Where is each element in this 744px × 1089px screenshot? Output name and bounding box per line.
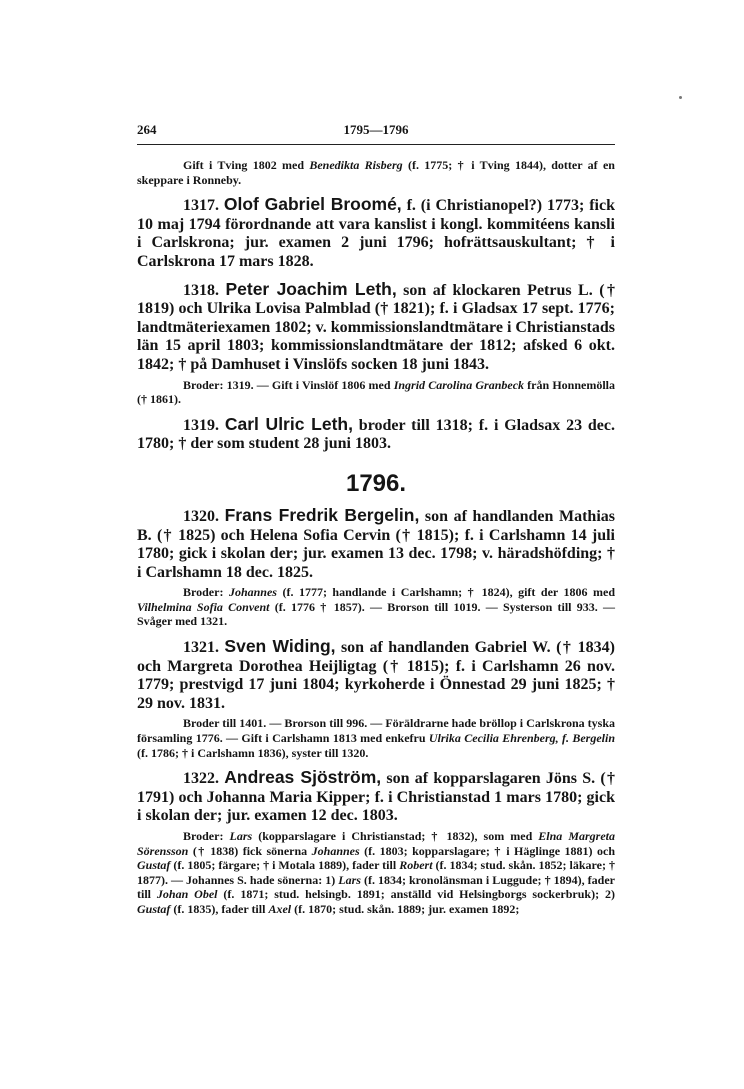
entry-text: (f. 1871; stud. helsingb. 1891; anställd vid Helsingborgs sockerbruk); 2) — [217, 887, 616, 902]
entry-text: 1322. — [183, 770, 225, 788]
entry-text: Broder: 1319. — Gift i Vinslöf 1806 med — [183, 377, 394, 392]
entry-text: 1796. — [345, 469, 407, 497]
italic-name: Robert — [399, 858, 433, 873]
biography-entry — [137, 768, 615, 826]
page-number: 264 — [137, 122, 157, 137]
biography-entry — [137, 280, 615, 375]
entry-text: (f. 1786; † i Carlshamn 1836), syster till 1320. — [137, 745, 369, 760]
entry-text: (f. 1776 † 1857). — Brorson till 1019. — Systerson till 933. — Svåger med 1321. — [137, 599, 615, 629]
page-body — [137, 158, 615, 917]
italic-name: Johannes — [228, 585, 277, 600]
person-name: Olof Gabriel Broomé, — [223, 194, 402, 215]
scan-speck — [679, 96, 682, 99]
year-heading — [137, 470, 615, 498]
family-note — [137, 716, 615, 760]
entry-text: från Honnemölla († 1861). — [137, 377, 616, 407]
entry-text: 1321. — [183, 639, 225, 657]
italic-name: Lars — [229, 829, 253, 843]
italic-name: Johan Obel — [156, 887, 218, 902]
running-header — [137, 122, 615, 140]
italic-name: Lars — [338, 872, 361, 887]
entry-text: son af handlanden Gabriel W. († 1834) och Margreta Dorothea Heijligtag († 1815); f. i Carlshamn 26 nov. 1779; prestvigd 17 juni 1804; kyrkoherde i Önnestad 29 juni 1825; † 29 nov. 1831. — [137, 639, 615, 712]
entry-text: (f. 1835), fader till — [170, 901, 269, 916]
italic-name: Johannes — [311, 843, 360, 858]
family-note — [137, 585, 615, 629]
italic-name: Elna Margreta Sörensson — [137, 829, 615, 858]
biography-entry — [137, 637, 615, 713]
entry-text: f. (i Christianopel?) 1773; fick 10 maj 1794 förordnande att vara kanslist i kongl. kommitéens kansli i Carlskrona; jur. examen 2 juni 1796; hofrättsauskultant; † i Carlskrona 17 mars 1828. — [137, 197, 615, 270]
entry-text: broder till 1318; f. i Gladsax 23 dec. 1780; † der som student 28 juni 1803. — [137, 416, 615, 453]
italic-name: Vilhelmina Sofia Convent — [137, 599, 270, 614]
entry-text: (f. 1834; stud. skån. 1852; läkare; † 1877). — Johannes S. hade sönerna: 1) — [137, 858, 615, 887]
person-name: Peter Joachim Leth, — [225, 278, 397, 299]
entry-text: (f. 1834; kronolänsman i Luggude; † 1894), fader till — [137, 872, 615, 902]
biography-entry — [137, 415, 615, 454]
italic-name: Gustaf — [137, 858, 171, 873]
family-note — [137, 378, 615, 407]
entry-text: Gift i Tving 1802 med — [183, 158, 310, 172]
year-range-heading: 1795—1796 — [343, 122, 409, 137]
entry-text: son af klockaren Petrus L. († 1819) och Ulrika Lovisa Palmblad († 1821); f. i Gladsax 17 sept. 1776; landtmäteriexamen 1802; v. kommissionslandtmätare i Christianstads län 15 april 1803; kommissionslandtmätare der 1812; afsked 6 okt. 1842; † på Damhuset i Vinslöfs socken 18 juni 1843. — [137, 281, 615, 373]
entry-text: Broder till 1401. — Brorson till 996. — Föräldrarne hade bröllop i Carlskrona tyska församling 1776. — Gift i Carlshamn 1813 med enkefru — [137, 716, 615, 746]
entry-text: Broder: — [183, 829, 230, 843]
italic-name: Ingrid Carolina Granbeck — [393, 377, 525, 392]
entry-text: son af kopparslagaren Jöns S. († 1791) och Johanna Maria Kipper; f. i Christianstad 1 mars 1780; gick i skolan der; jur. examen 12 dec. 1803. — [137, 770, 615, 825]
header-rule — [137, 144, 615, 145]
entry-text: Broder: — [183, 585, 229, 600]
person-name: Carl Ulric Leth, — [224, 413, 353, 434]
italic-name: Ulrika Cecilia Ehrenberg, f. Bergelin — [428, 731, 615, 746]
family-note — [137, 158, 615, 187]
entry-text: 1318. — [183, 281, 226, 299]
entry-text: 1317. — [183, 197, 224, 215]
entry-text: (f. 1803; kopparslagare; † i Häglinge 1881) och — [359, 843, 615, 858]
biography-entry — [137, 506, 615, 582]
entry-text: (f. 1775; † i Tving 1844), dotter af en skeppare i Ronneby. — [137, 158, 615, 187]
entry-text: 1320. — [183, 507, 225, 525]
person-name: Sven Widing, — [224, 636, 336, 657]
entry-text: (kopparslagare i Christianstad; † 1832), som med — [252, 829, 539, 843]
person-name: Frans Fredrik Bergelin, — [224, 504, 420, 525]
biography-entry — [137, 195, 615, 271]
entry-text: 1319. — [183, 416, 225, 434]
italic-name: Gustaf — [137, 901, 171, 916]
entry-text: (f. 1777; handlande i Carlshamn; † 1824), gift der 1806 med — [276, 585, 615, 600]
person-name: Andreas Sjöström, — [224, 767, 382, 788]
entry-text: (f. 1805; färgare; † i Motala 1889), fader till — [170, 858, 400, 873]
entry-text: (f. 1870; stud. skån. 1889; jur. examen 1892; — [291, 901, 520, 916]
italic-name: Benedikta Risberg — [309, 158, 403, 172]
entry-text: († 1838) fick sönerna — [188, 843, 312, 858]
entry-text: son af handlanden Mathias B. († 1825) och Helena Sofia Cervin († 1815); f. i Carlshamn 14 juli 1780; gick i skolan der; jur. examen 13 dec. 1798; v. häradshöfding; † i Carlshamn 18 dec. 1825. — [137, 507, 615, 581]
italic-name: Axel — [268, 901, 292, 916]
family-note — [137, 829, 615, 917]
